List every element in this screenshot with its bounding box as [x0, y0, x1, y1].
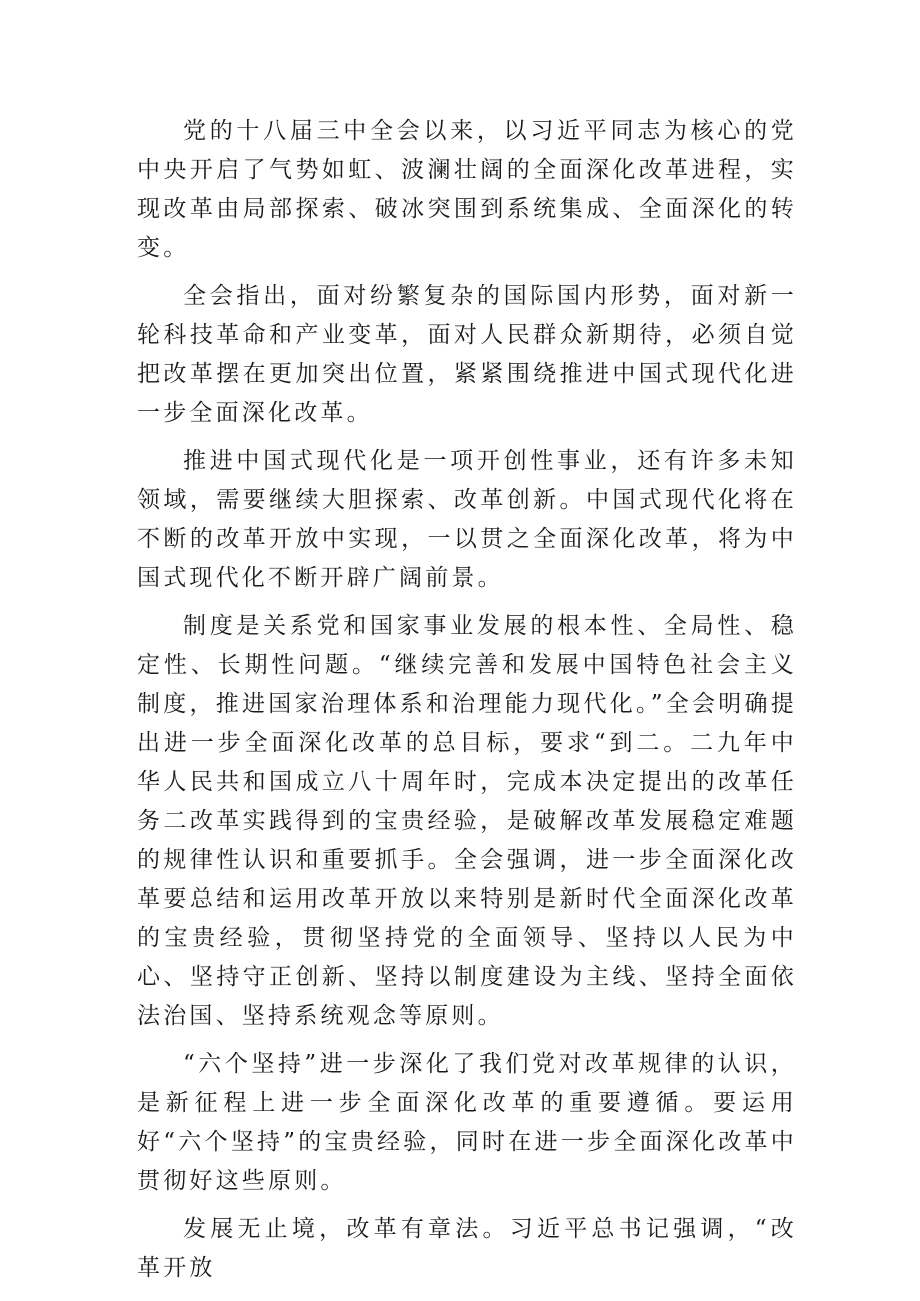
paragraph-4: 制度是关系党和国家事业发展的根本性、全局性、稳定性、长期性问题。“继续完善和发展中国特色社会主义制度，推进国家治理体系和治理能力现代化。”全会明确提出进一步全面深化改革的总目标，要求“到二。二九年中华人民共和国成立八十周年时，完成本决定提出的改革任务二改革实践得到的宝贵经验，是破解改革发展稳定难题的规律性认识和重要抓手。全会强调，进一步全面深化改革要总结和运用改革开放以来特别是新时代全面深化改革的宝贵经验，贯彻坚持党的全面领导、坚持以人民为中心、坚持守正创新、坚持以制度建设为主线、坚持全面依法治国、坚持系统观念等原则。 — [137, 613, 797, 1029]
document-body — [137, 112, 797, 1297]
paragraph-3: 推进中国式现代化是一项开创性事业，还有许多未知领域，需要继续大胆探索、改革创新。中国式现代化将在不断的改革开放中实现，一以贯之全面深化改革，将为中国式现代化不断开辟广阔前景。 — [137, 448, 797, 591]
paragraph-5: “六个坚持”进一步深化了我们党对改革规律的认识，是新征程上进一步全面深化改革的重要遵循。要运用好“六个坚持”的宝贵经验，同时在进一步全面深化改革中贯彻好这些原则。 — [137, 1051, 797, 1194]
paragraph-6: 发展无止境，改革有章法。习近平总书记强调，“改革开放 — [137, 1216, 797, 1281]
paragraph-1: 党的十八届三中全会以来，以习近平同志为核心的党中央开启了气势如虹、波澜壮阔的全面深化改革进程，实现改革由局部探索、破冰突围到系统集成、全面深化的转变。 — [137, 118, 797, 261]
paragraph-2: 全会指出，面对纷繁复杂的国际国内形势，面对新一轮科技革命和产业变革，面对人民群众新期待，必须自觉把改革摆在更加突出位置，紧紧围绕推进中国式现代化进一步全面深化改革。 — [137, 283, 797, 426]
